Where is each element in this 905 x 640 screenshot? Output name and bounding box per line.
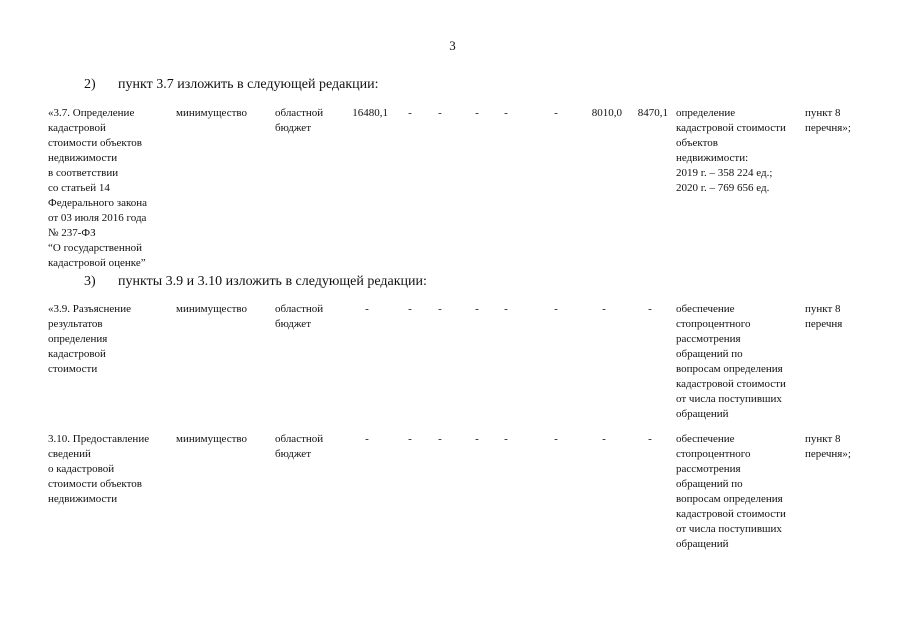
- year-value: -: [602, 303, 606, 315]
- measure-name: 3.10. Предоставление сведений о кадастровой стоимости объектов недвижимости: [48, 433, 150, 505]
- measure-name: «3.9. Разъяснение результатов определения кадастровой стоимости: [48, 303, 131, 375]
- executor: минимущество: [176, 433, 248, 445]
- page-number: 3: [449, 38, 456, 53]
- year-value: -: [438, 303, 442, 315]
- expected-result: обеспечение стопроцентного рассмотрения обращений по вопросам определения кадастровой стоимости от числа поступивших обращений: [676, 433, 786, 550]
- expected-result: определение кадастровой стоимости объектов недвижимости: 2019 г. – 358 224 ед.; 2020 г. – 769 656 ед.: [676, 107, 786, 194]
- year-value: -: [438, 433, 442, 445]
- executor: минимущество: [176, 303, 248, 315]
- funding-source: областной бюджет: [275, 107, 324, 134]
- year-value: 8470,1: [637, 107, 668, 119]
- year-value: -: [504, 107, 508, 119]
- year-value: -: [504, 433, 508, 445]
- total-amount: 16480,1: [352, 107, 388, 119]
- year-value: -: [648, 433, 652, 445]
- year-value: 8010,0: [591, 107, 622, 119]
- year-value: -: [554, 303, 558, 315]
- year-value: -: [648, 303, 652, 315]
- year-value: -: [408, 107, 412, 119]
- year-value: -: [408, 303, 412, 315]
- total-amount: -: [365, 433, 369, 445]
- year-value: -: [602, 433, 606, 445]
- amendment-heading-2: [84, 77, 379, 93]
- amendment-text: пункты 3.9 и 3.10 изложить в следующей редакции:: [118, 274, 427, 289]
- year-value: -: [475, 433, 479, 445]
- amendment-heading-3: [84, 274, 427, 290]
- funding-source: областной бюджет: [275, 303, 324, 330]
- total-amount: -: [365, 303, 369, 315]
- reference: пункт 8 перечня: [805, 303, 843, 330]
- funding-source: областной бюджет: [275, 433, 324, 460]
- year-value: -: [408, 433, 412, 445]
- year-value: -: [475, 107, 479, 119]
- year-value: -: [438, 107, 442, 119]
- reference: пункт 8 перечня»;: [805, 107, 851, 134]
- year-value: -: [475, 303, 479, 315]
- year-value: -: [554, 107, 558, 119]
- reference: пункт 8 перечня»;: [805, 433, 851, 460]
- executor: минимущество: [176, 107, 248, 119]
- year-value: -: [554, 433, 558, 445]
- expected-result: обеспечение стопроцентного рассмотрения обращений по вопросам определения кадастровой стоимости от числа поступивших обращений: [676, 303, 786, 420]
- year-value: -: [504, 303, 508, 315]
- amendment-text: пункт 3.7 изложить в следующей редакции:: [118, 77, 379, 92]
- amendment-number: 2): [84, 77, 96, 92]
- amendment-number: 3): [84, 274, 96, 289]
- measure-name: «3.7. Определение кадастровой стоимости объектов недвижимости в соответствии со статьей 14 Федерального закона от 03 июля 2016 года № 237-ФЗ “О государственной кадастровой оценке”: [48, 107, 148, 269]
